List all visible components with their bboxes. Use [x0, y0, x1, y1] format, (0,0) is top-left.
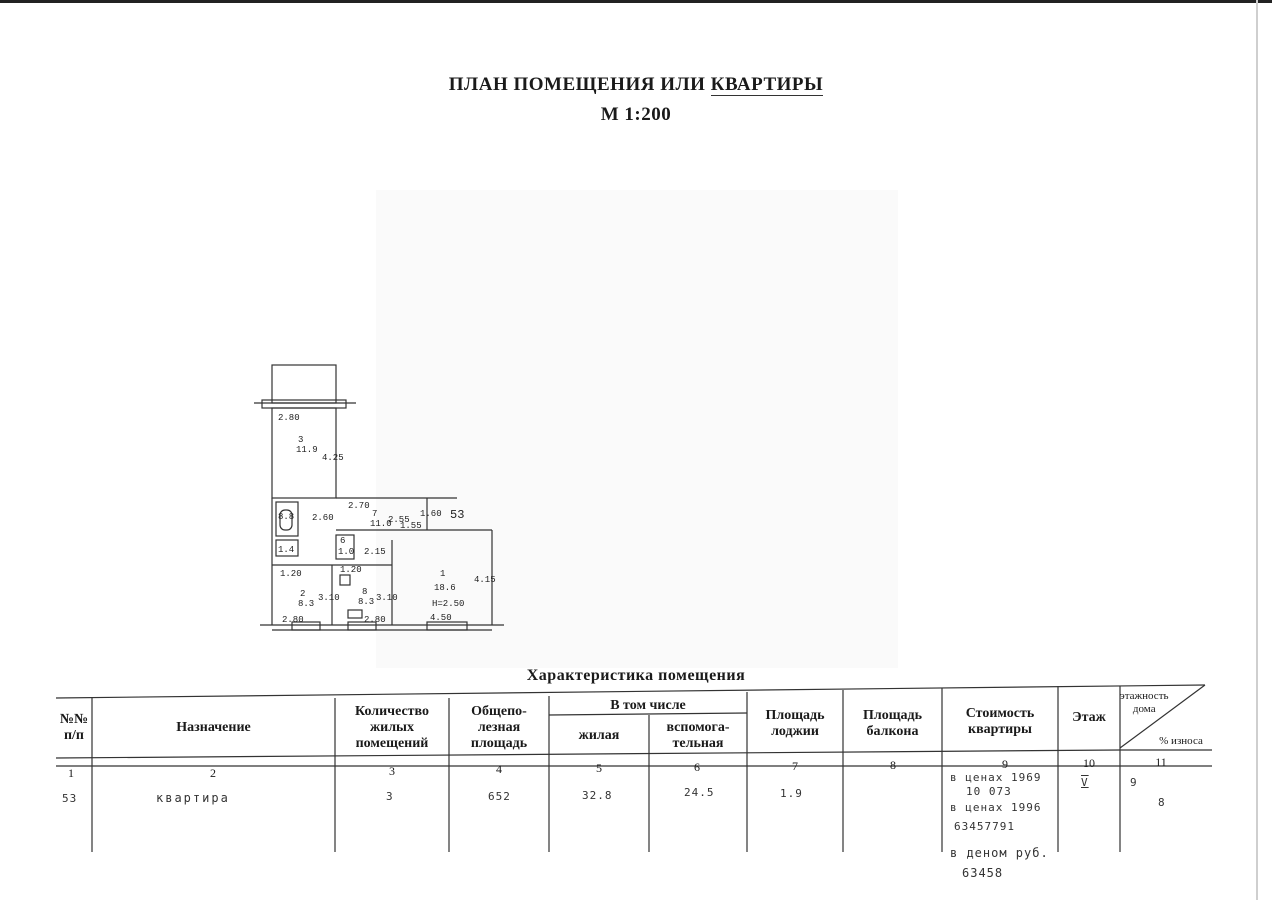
room-6-area: 1.0 — [338, 547, 355, 557]
header-total-area: Общепо- лезная площадь — [470, 704, 528, 751]
row-loggia-area: 1.9 — [780, 787, 803, 800]
header-cost: Стоимость квартиры — [965, 706, 1035, 737]
dim-2-55: 2.55 — [388, 515, 410, 525]
header-purpose: Назначение — [176, 720, 251, 735]
row-total-area: 652 — [488, 790, 511, 803]
room-3-area: 11.9 — [296, 445, 318, 455]
col-number-7: 7 — [792, 759, 798, 773]
dim-4-15: 4.15 — [474, 575, 496, 585]
header-balcony: Площадь балкона — [862, 708, 923, 739]
row-cost-line1: в ценах 1969 — [950, 771, 1042, 784]
room-1-number: 1 — [440, 569, 446, 579]
note-line1: в деном руб. — [950, 846, 1049, 860]
col-number-11: 11 — [1155, 755, 1167, 769]
header-floor: Этаж — [1072, 710, 1106, 725]
row-purpose: квартира — [156, 791, 230, 805]
dim-3-10-right: 3.10 — [376, 593, 398, 603]
row-living-area: 32.8 — [582, 789, 613, 802]
header-wear: % износа — [1159, 735, 1203, 747]
room-7-number: 7 — [372, 509, 378, 519]
col-number-3: 3 — [389, 764, 395, 778]
dim-4-50: 4.50 — [430, 613, 452, 623]
wc-area: 1.4 — [278, 545, 295, 555]
bathroom-area: 8.8 — [278, 512, 295, 522]
row-auxiliary-area: 24.5 — [684, 786, 715, 799]
title-underlined-word: КВАРТИРЫ — [710, 74, 824, 95]
dim-3-10-left: 3.10 — [318, 593, 340, 603]
room-8-number: 8 — [362, 587, 368, 597]
row-rooms: 3 — [386, 790, 394, 803]
room-2-area: 8.3 — [298, 599, 315, 609]
header-no: №№ п/п — [59, 712, 89, 743]
room-6-number: 6 — [340, 536, 346, 546]
row-floor: V — [1081, 776, 1089, 789]
dim-1-55: 1.55 — [400, 521, 422, 531]
dim-1-20-mid: 1.20 — [340, 565, 362, 575]
col-number-4: 4 — [496, 762, 502, 776]
header-rooms: Количество жилых помещений — [354, 704, 430, 751]
header-loggia: Площадь лоджии — [765, 708, 825, 739]
dim-1-60: 1.60 — [420, 509, 442, 519]
dim-2-80-bottom-mid: 2.80 — [364, 615, 386, 625]
col-number-6: 6 — [694, 760, 700, 774]
row-cost-line2: 10 073 — [966, 785, 1012, 798]
row-cost-line3: в ценах 1996 — [950, 801, 1042, 814]
col-number-2: 2 — [210, 766, 216, 780]
dim-2-80-bottom-left: 2.80 — [282, 615, 304, 625]
room-3-number: 3 — [298, 435, 304, 445]
dim-2-60: 2.60 — [312, 513, 334, 523]
dim-4-25: 4.25 — [322, 453, 344, 463]
dim-2-15: 2.15 — [364, 547, 386, 557]
apartment-number-mark: 53 — [450, 508, 465, 522]
room-7-area: 11.0 — [370, 519, 392, 529]
header-building-floors: этажность дома — [1120, 690, 1169, 715]
title-text: ПЛАН ПОМЕЩЕНИЯ ИЛИ — [448, 74, 711, 95]
dim-2-80-top: 2.80 — [278, 413, 300, 423]
room-8-area: 8.3 — [358, 597, 375, 607]
dim-1-20-left: 1.20 — [280, 569, 302, 579]
col-number-8: 8 — [890, 758, 896, 772]
room-1-area: 18.6 — [434, 583, 456, 593]
header-including: В том числе — [610, 698, 686, 713]
col-number-5: 5 — [596, 761, 602, 775]
header-living: жилая — [578, 728, 620, 743]
ceiling-height: H=2.50 — [432, 599, 465, 609]
col-number-10: 10 — [1083, 756, 1095, 770]
room-2-number: 2 — [300, 589, 306, 599]
col-number-9: 9 — [1002, 757, 1008, 771]
row-no: 53 — [62, 792, 78, 805]
note-line2: 63458 — [962, 866, 1004, 880]
row-cost-line4: 63457791 — [954, 820, 1015, 833]
row-building-floors: 9 — [1130, 776, 1138, 789]
row-wear: 8 — [1158, 796, 1166, 809]
header-auxiliary: вспомога- тельная — [666, 720, 730, 751]
col-number-1: 1 — [68, 766, 74, 780]
table-title: Характеристика помещения — [526, 667, 746, 684]
scale-label: М 1:200 — [600, 104, 672, 125]
dim-2-70: 2.70 — [348, 501, 370, 511]
